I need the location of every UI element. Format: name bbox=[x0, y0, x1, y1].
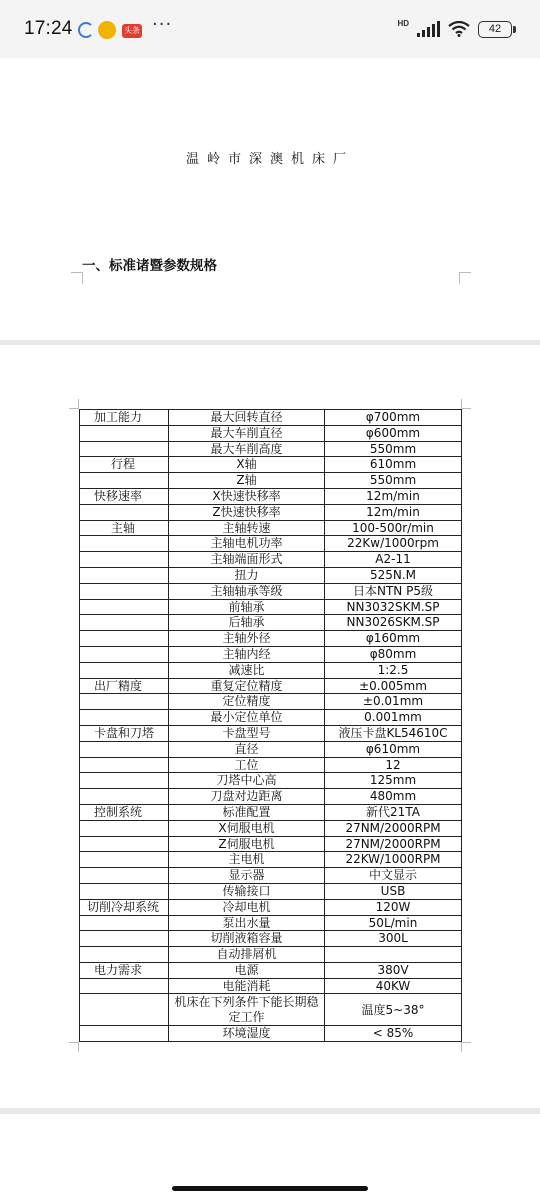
table-row bbox=[80, 504, 462, 520]
category-cell bbox=[80, 1026, 169, 1042]
value-cell: 550mm bbox=[325, 473, 462, 489]
value-cell: 12m/min bbox=[325, 488, 462, 504]
value-cell: φ600mm bbox=[325, 425, 462, 441]
table-row bbox=[80, 868, 462, 884]
document-page-1 bbox=[0, 58, 540, 340]
wifi-icon bbox=[448, 21, 470, 37]
category-cell: 行程 bbox=[80, 457, 169, 473]
category-cell bbox=[80, 994, 169, 1026]
table-row bbox=[80, 520, 462, 536]
category-cell bbox=[80, 820, 169, 836]
category-cell bbox=[80, 694, 169, 710]
category-cell bbox=[80, 931, 169, 947]
section-heading: 一、标准诸暨参数规格 bbox=[82, 258, 217, 274]
category-cell bbox=[80, 536, 169, 552]
value-cell: 22KW/1000RPM bbox=[325, 852, 462, 868]
table-row bbox=[80, 615, 462, 631]
table-row bbox=[80, 599, 462, 615]
loading-icon bbox=[78, 22, 94, 38]
item-cell: 最小定位单位 bbox=[169, 710, 325, 726]
table-row bbox=[80, 488, 462, 504]
category-cell: 卡盘和刀塔 bbox=[80, 725, 169, 741]
value-cell: 125mm bbox=[325, 773, 462, 789]
more-notifications-icon: ··· bbox=[152, 14, 173, 35]
item-cell: 电源 bbox=[169, 962, 325, 978]
value-cell: 27NM/2000RPM bbox=[325, 820, 462, 836]
value-cell: 新代21TA bbox=[325, 804, 462, 820]
crop-mark bbox=[461, 1042, 471, 1052]
table-row bbox=[80, 662, 462, 678]
item-cell: Z轴 bbox=[169, 473, 325, 489]
value-cell: 日本NTN P5级 bbox=[325, 583, 462, 599]
item-cell: 显示器 bbox=[169, 868, 325, 884]
table-row bbox=[80, 646, 462, 662]
crop-mark bbox=[69, 399, 79, 409]
item-cell: 主轴外径 bbox=[169, 631, 325, 647]
value-cell: 40KW bbox=[325, 978, 462, 994]
table-row bbox=[80, 789, 462, 805]
category-cell bbox=[80, 473, 169, 489]
category-cell bbox=[80, 425, 169, 441]
item-cell: 电能消耗 bbox=[169, 978, 325, 994]
signal-icon bbox=[417, 21, 440, 37]
table-row bbox=[80, 457, 462, 473]
category-cell bbox=[80, 883, 169, 899]
category-cell bbox=[80, 662, 169, 678]
category-cell bbox=[80, 615, 169, 631]
table-row bbox=[80, 678, 462, 694]
item-cell: 最大车削直径 bbox=[169, 425, 325, 441]
category-cell bbox=[80, 599, 169, 615]
value-cell: 温度5~38° bbox=[325, 994, 462, 1026]
table-row bbox=[80, 710, 462, 726]
table-row bbox=[80, 994, 462, 1026]
value-cell: 50L/min bbox=[325, 915, 462, 931]
category-cell bbox=[80, 915, 169, 931]
category-cell bbox=[80, 947, 169, 963]
category-cell bbox=[80, 583, 169, 599]
status-bar bbox=[0, 0, 540, 58]
value-cell: 12 bbox=[325, 757, 462, 773]
item-cell: 自动排屑机 bbox=[169, 947, 325, 963]
item-cell: 刀盘对边距离 bbox=[169, 789, 325, 805]
category-cell bbox=[80, 567, 169, 583]
home-indicator[interactable] bbox=[172, 1186, 368, 1191]
value-cell: φ610mm bbox=[325, 741, 462, 757]
table-row bbox=[80, 836, 462, 852]
item-cell: 传输接口 bbox=[169, 883, 325, 899]
category-cell bbox=[80, 441, 169, 457]
table-row bbox=[80, 931, 462, 947]
item-cell: X快速快移率 bbox=[169, 488, 325, 504]
value-cell bbox=[325, 947, 462, 963]
value-cell: 480mm bbox=[325, 789, 462, 805]
item-cell: X轴 bbox=[169, 457, 325, 473]
category-cell: 切削冷却系统 bbox=[80, 899, 169, 915]
value-cell: φ80mm bbox=[325, 646, 462, 662]
item-cell: 泵出水量 bbox=[169, 915, 325, 931]
category-cell: 控制系统 bbox=[80, 804, 169, 820]
value-cell: 12m/min bbox=[325, 504, 462, 520]
value-cell: φ160mm bbox=[325, 631, 462, 647]
table-row bbox=[80, 552, 462, 568]
table-row bbox=[80, 962, 462, 978]
table-row bbox=[80, 804, 462, 820]
value-cell: < 85% bbox=[325, 1026, 462, 1042]
item-cell: 最大回转直径 bbox=[169, 410, 325, 426]
crop-mark bbox=[69, 1042, 79, 1052]
table-row bbox=[80, 757, 462, 773]
table-row bbox=[80, 899, 462, 915]
item-cell: 主轴内经 bbox=[169, 646, 325, 662]
table-row bbox=[80, 725, 462, 741]
table-row bbox=[80, 536, 462, 552]
value-cell: 27NM/2000RPM bbox=[325, 836, 462, 852]
value-cell: 610mm bbox=[325, 457, 462, 473]
status-time: 17:24 bbox=[24, 18, 73, 39]
category-cell bbox=[80, 741, 169, 757]
app-notification-icon bbox=[98, 21, 116, 39]
table-row bbox=[80, 915, 462, 931]
category-cell bbox=[80, 868, 169, 884]
category-cell bbox=[80, 710, 169, 726]
item-cell: Z快速快移率 bbox=[169, 504, 325, 520]
item-cell: 机床在下列条件下能长期稳定工作 bbox=[169, 994, 325, 1026]
category-cell bbox=[80, 504, 169, 520]
table-row bbox=[80, 773, 462, 789]
category-cell bbox=[80, 789, 169, 805]
value-cell: 120W bbox=[325, 899, 462, 915]
value-cell: 550mm bbox=[325, 441, 462, 457]
item-cell: 定位精度 bbox=[169, 694, 325, 710]
item-cell: 环境湿度 bbox=[169, 1026, 325, 1042]
spec-table bbox=[79, 409, 462, 1042]
item-cell: 卡盘型号 bbox=[169, 725, 325, 741]
value-cell: A2-11 bbox=[325, 552, 462, 568]
value-cell: 1:2.5 bbox=[325, 662, 462, 678]
item-cell: 主轴轴承等级 bbox=[169, 583, 325, 599]
value-cell: 中文显示 bbox=[325, 868, 462, 884]
item-cell: 主轴转速 bbox=[169, 520, 325, 536]
category-cell bbox=[80, 978, 169, 994]
crop-mark bbox=[71, 272, 83, 284]
category-cell: 电力需求 bbox=[80, 962, 169, 978]
value-cell: NN3026SKM.SP bbox=[325, 615, 462, 631]
value-cell: 525N.M bbox=[325, 567, 462, 583]
value-cell: NN3032SKM.SP bbox=[325, 599, 462, 615]
item-cell: 刀塔中心高 bbox=[169, 773, 325, 789]
table-row bbox=[80, 978, 462, 994]
value-cell: ±0.01mm bbox=[325, 694, 462, 710]
category-cell bbox=[80, 757, 169, 773]
table-row bbox=[80, 425, 462, 441]
category-cell: 加工能力 bbox=[80, 410, 169, 426]
category-cell bbox=[80, 852, 169, 868]
value-cell: ±0.005mm bbox=[325, 678, 462, 694]
table-row bbox=[80, 473, 462, 489]
category-cell bbox=[80, 552, 169, 568]
item-cell: 后轴承 bbox=[169, 615, 325, 631]
network-type-label: HD bbox=[397, 19, 409, 28]
item-cell: X伺服电机 bbox=[169, 820, 325, 836]
item-cell: 主轴电机功率 bbox=[169, 536, 325, 552]
news-app-icon: 头条 bbox=[122, 24, 142, 38]
battery-icon: 42 bbox=[478, 21, 512, 38]
value-cell: 380V bbox=[325, 962, 462, 978]
table-row bbox=[80, 947, 462, 963]
item-cell: 主轴端面形式 bbox=[169, 552, 325, 568]
category-cell bbox=[80, 773, 169, 789]
value-cell: 22Kw/1000rpm bbox=[325, 536, 462, 552]
item-cell: 直径 bbox=[169, 741, 325, 757]
category-cell bbox=[80, 836, 169, 852]
crop-mark bbox=[459, 272, 471, 284]
item-cell: 冷却电机 bbox=[169, 899, 325, 915]
table-row bbox=[80, 820, 462, 836]
table-row bbox=[80, 441, 462, 457]
table-row bbox=[80, 694, 462, 710]
table-row bbox=[80, 1026, 462, 1042]
item-cell: 重复定位精度 bbox=[169, 678, 325, 694]
table-row bbox=[80, 567, 462, 583]
category-cell: 快移速率 bbox=[80, 488, 169, 504]
item-cell: 前轴承 bbox=[169, 599, 325, 615]
item-cell: 标准配置 bbox=[169, 804, 325, 820]
value-cell: 0.001mm bbox=[325, 710, 462, 726]
value-cell: USB bbox=[325, 883, 462, 899]
category-cell: 主轴 bbox=[80, 520, 169, 536]
item-cell: 主电机 bbox=[169, 852, 325, 868]
item-cell: 工位 bbox=[169, 757, 325, 773]
document-page-2 bbox=[0, 345, 540, 1108]
table-row bbox=[80, 883, 462, 899]
value-cell: 300L bbox=[325, 931, 462, 947]
table-row bbox=[80, 852, 462, 868]
category-cell: 出厂精度 bbox=[80, 678, 169, 694]
table-row bbox=[80, 741, 462, 757]
table-row bbox=[80, 583, 462, 599]
table-row bbox=[80, 410, 462, 426]
page-title: 温岭市深澳机床厂 bbox=[185, 152, 354, 167]
item-cell: 切削液箱容量 bbox=[169, 931, 325, 947]
value-cell: 100-500r/min bbox=[325, 520, 462, 536]
item-cell: Z伺服电机 bbox=[169, 836, 325, 852]
item-cell: 扭力 bbox=[169, 567, 325, 583]
item-cell: 最大车削高度 bbox=[169, 441, 325, 457]
category-cell bbox=[80, 646, 169, 662]
item-cell: 减速比 bbox=[169, 662, 325, 678]
table-row bbox=[80, 631, 462, 647]
value-cell: 液压卡盘KL54610C bbox=[325, 725, 462, 741]
category-cell bbox=[80, 631, 169, 647]
value-cell: φ700mm bbox=[325, 410, 462, 426]
crop-mark bbox=[461, 399, 471, 409]
